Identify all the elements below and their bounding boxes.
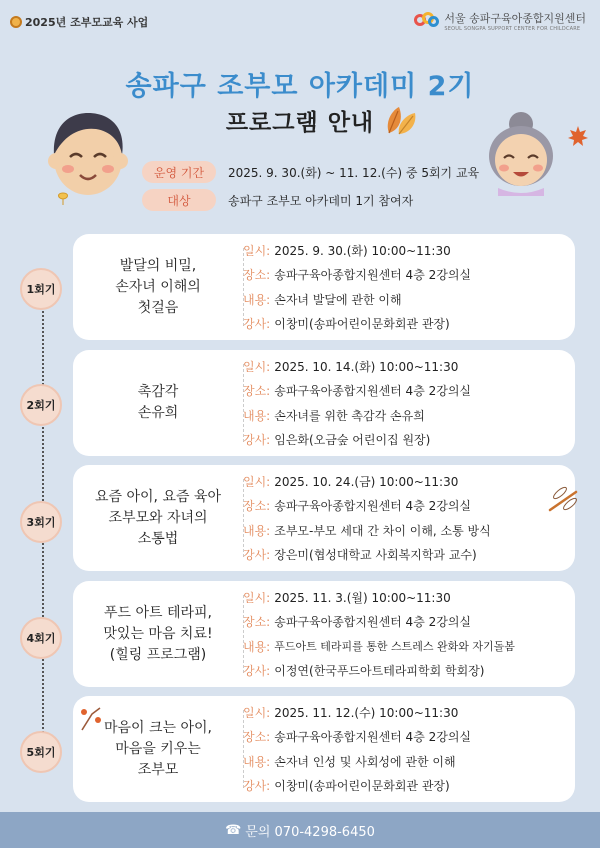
session-topic: 푸드 아트 테라피, 맛있는 마음 치료! (힐링 프로그램) [103, 604, 213, 663]
page-subtitle: 프로그램 안내 [225, 110, 375, 136]
session-card-1 [73, 234, 575, 340]
district-emblem-icon [10, 16, 22, 28]
content-key: 내용: [243, 523, 271, 538]
session-content: 손자녀 인성 및 사회성에 관한 이해 [274, 754, 456, 769]
session-badge-4: 4회기 [20, 617, 62, 659]
session-instructor: 이창미(송파어린이문화회관 관장) [274, 779, 450, 794]
berry-branch-icon [78, 704, 104, 732]
date-key: 일시: [243, 359, 271, 374]
place-key: 장소: [243, 384, 271, 399]
session-card-5 [73, 696, 575, 802]
info-period-value: 2025. 9. 30.(화) ~ 11. 12.(수) 중 5회기 교육 [228, 165, 480, 180]
instructor-key: 강사: [243, 779, 271, 794]
place-key: 장소: [243, 615, 271, 630]
page-title: 송파구 조부모 아카데미 2기 [125, 71, 475, 102]
session-badge-2: 2회기 [20, 384, 62, 426]
session-place: 송파구육아종합지원센터 4층 2강의실 [274, 615, 472, 630]
instructor-key: 강사: [243, 664, 271, 679]
center-logo [414, 10, 586, 32]
grandfather-illustration [40, 103, 136, 199]
info-target-label: 대상 [142, 189, 216, 211]
instructor-key: 강사: [243, 433, 271, 448]
center-name: 서울 송파구육아종합지원센터 [444, 12, 586, 25]
grandmother-illustration [478, 110, 564, 196]
session-topic: 촉감각 손유희 [137, 384, 179, 421]
session-date: 2025. 11. 3.(월) 10:00~11:30 [274, 590, 451, 605]
session-instructor: 임은화(오금숲 어린이집 원장) [274, 433, 431, 448]
session-instructor: 이정연(한국푸드아트테라피학회 학회장) [274, 664, 485, 679]
info-target-value: 송파구 조부모 아카데미 1기 참여자 [228, 193, 414, 208]
place-key: 장소: [243, 499, 271, 514]
date-key: 일시: [243, 474, 271, 489]
ginkgo-leaf-icon [56, 192, 70, 206]
instructor-key: 강사: [243, 548, 271, 563]
session-date: 2025. 10. 24.(금) 10:00~11:30 [274, 474, 459, 489]
contact-footer [0, 812, 600, 848]
maple-leaf-icon [566, 124, 590, 148]
place-key: 장소: [243, 730, 271, 745]
session-card-3 [73, 465, 575, 571]
session-topic: 마음이 크는 아이, 마음을 키우는 조부모 [103, 719, 213, 778]
contact-text: 문의 070-4298-6450 [245, 824, 375, 840]
session-content: 손자녀 발달에 관한 이해 [274, 292, 402, 307]
center-logo-icon [414, 10, 440, 32]
session-topic: 요즘 아이, 요즘 육아 조부모와 자녀의 소통법 [95, 488, 221, 547]
info-period-label: 운영 기간 [142, 161, 216, 183]
content-key: 내용: [243, 754, 271, 769]
session-badge-5: 5회기 [20, 731, 62, 773]
session-badge-1: 1회기 [20, 268, 62, 310]
content-key: 내용: [243, 408, 271, 423]
content-key: 내용: [243, 292, 271, 307]
session-card-2 [73, 350, 575, 456]
autumn-leaves-icon [383, 105, 421, 137]
instructor-key: 강사: [243, 317, 271, 332]
dragonfly-icon [546, 484, 582, 516]
info-target [142, 189, 413, 211]
date-key: 일시: [243, 590, 271, 605]
session-content: 손자녀를 위한 촉감각 손유희 [274, 408, 425, 423]
session-date: 2025. 11. 12.(수) 10:00~11:30 [274, 705, 459, 720]
session-instructor: 장은미(협성대학교 사회복지학과 교수) [274, 548, 477, 563]
session-date: 2025. 10. 14.(화) 10:00~11:30 [274, 359, 459, 374]
place-key: 장소: [243, 268, 271, 283]
session-date: 2025. 9. 30.(화) 10:00~11:30 [274, 243, 451, 258]
info-period [142, 161, 479, 183]
program-badge [10, 14, 148, 30]
content-key: 내용: [243, 639, 271, 654]
session-topic: 발달의 비밀, 손자녀 이해의 첫걸음 [115, 257, 201, 316]
session-content: 푸드아트 테라피를 통한 스트레스 완화와 자기돌봄 [274, 640, 515, 654]
session-badge-3: 3회기 [20, 501, 62, 543]
date-key: 일시: [243, 243, 271, 258]
session-place: 송파구육아종합지원센터 4층 2강의실 [274, 268, 472, 283]
date-key: 일시: [243, 705, 271, 720]
top-bar [0, 0, 600, 40]
program-badge-text: 2025년 조부모교육 사업 [25, 16, 149, 29]
session-instructor: 이창미(송파어린이문화회관 관장) [274, 317, 450, 332]
session-card-4 [73, 581, 575, 687]
session-content: 조부모-부모 세대 간 차이 이해, 소통 방식 [274, 523, 491, 538]
session-place: 송파구육아종합지원센터 4층 2강의실 [274, 499, 472, 514]
center-name-en: SEOUL SONGPA SUPPORT CENTER FOR CHILDCARE [444, 26, 581, 32]
phone-icon: ☎ [225, 822, 242, 838]
session-place: 송파구육아종합지원센터 4층 2강의실 [274, 730, 472, 745]
session-place: 송파구육아종합지원센터 4층 2강의실 [274, 384, 472, 399]
